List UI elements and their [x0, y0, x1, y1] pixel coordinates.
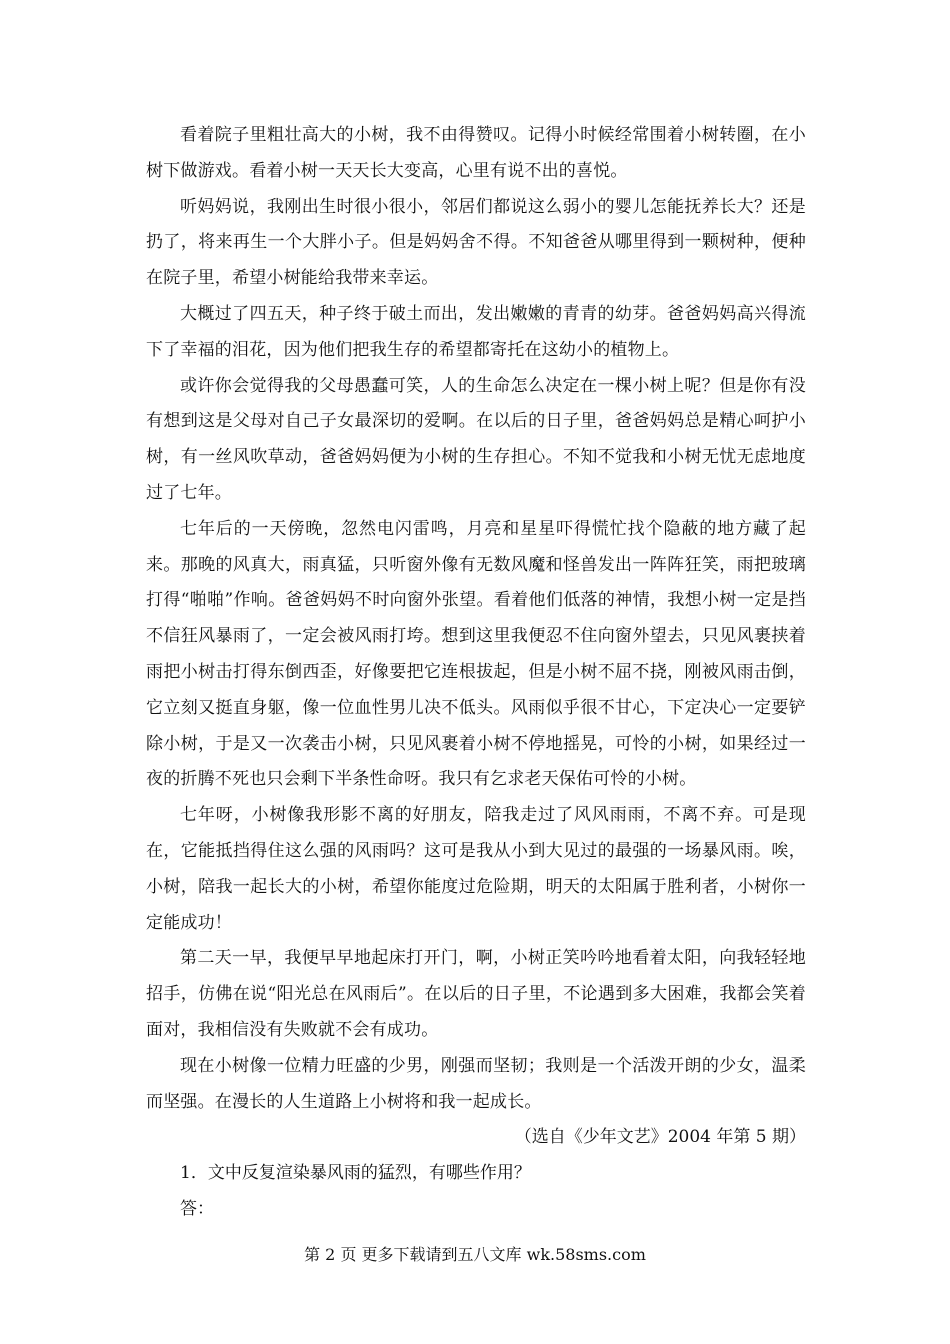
paragraph-2: 听妈妈说，我刚出生时很小很小，邻居们都说这么弱小的婴儿怎能抚养长大？还是扔了，将来再生一个大胖小子。但是妈妈舍不得。不知爸爸从哪里得到一颗树种，便种在院子里，希望小树能给我带来幸运。: [146, 196, 806, 289]
source-citation: （选自《少年文艺》2004 年第 5 期）: [514, 1127, 806, 1148]
document-body: [146, 118, 806, 1228]
paragraph-6: 七年呀，小树像我形影不离的好朋友，陪我走过了风风雨雨，不离不弃。可是现在，它能抵挡得住这么强的风雨吗？这可是我从小到大见过的最强的一场暴风雨。唉，小树，陪我一起长大的小树，希望你能度过危险期，明天的太阳属于胜利者，小树你一定能成功！: [146, 805, 806, 933]
paragraph-7: 第二天一早，我便早早地起床打开门，啊，小树正笑吟吟地看着太阳，向我轻轻地招手，仿佛在说“阳光总在风雨后”。在以后的日子里，不论遇到多大困难，我都会笑着面对，我相信没有失败就不会有成功。: [146, 948, 806, 1040]
paragraph-5: 七年后的一天傍晚，忽然电闪雷鸣，月亮和星星吓得慌忙找个隐蔽的地方藏了起来。那晚的风真大，雨真猛，只听窗外像有无数风魔和怪兽发出一阵阵狂笑，雨把玻璃打得“啪啪”作响。爸爸妈妈不时向窗外张望。看着他们低落的神情，我想小树一定是挡不信狂风暴雨了，一定会被风雨打垮。想到这里我便忍不住向窗外望去，只见风裹挟着雨把小树击打得东倒西歪，好像要把它连根拔起，但是小树不屈不挠，刚被风雨击倒，它立刻又挺直身躯，像一位血性男儿决不低头。风雨似乎很不甘心，下定决心一定要铲除小树，于是又一次袭击小树，只见风裹着小树不停地摇晃，可怜的小树，如果经过一夜的折腾不死也只会剩下半条性命呀。我只有乞求老天保佑可怜的小树。: [146, 518, 806, 790]
paragraph-8: 现在小树像一位精力旺盛的少男，刚强而坚韧；我则是一个活泼开朗的少女，温柔而坚强。在漫长的人生道路上小树将和我一起成长。: [146, 1055, 806, 1112]
answer-label: 答：: [180, 1198, 214, 1219]
question-1: 1．文中反复渲染暴风雨的猛烈，有哪些作用？: [180, 1163, 531, 1184]
paragraph-3: 大概过了四五天，种子终于破土而出，发出嫩嫩的青青的幼芽。爸爸妈妈高兴得流下了幸福的泪花，因为他们把我生存的希望都寄托在这幼小的植物上。: [146, 303, 806, 360]
page-footer: 第 2 页 更多下载请到五八文库 wk.58sms.com: [304, 1245, 646, 1264]
paragraph-1: 看着院子里粗壮高大的小树，我不由得赞叹。记得小时候经常围着小树转圈，在小树下做游戏。看着小树一天天长大变高，心里有说不出的喜悦。: [146, 125, 806, 181]
paragraph-4: 或许你会觉得我的父母愚蠢可笑，人的生命怎么决定在一棵小树上呢？但是你有没有想到这是父母对自己子女最深切的爱啊。在以后的日子里，爸爸妈妈总是精心呵护小树，有一丝风吹草动，爸爸妈妈便为小树的生存担心。不知不觉我和小树无忧无虑地度过了七年。: [146, 375, 806, 503]
